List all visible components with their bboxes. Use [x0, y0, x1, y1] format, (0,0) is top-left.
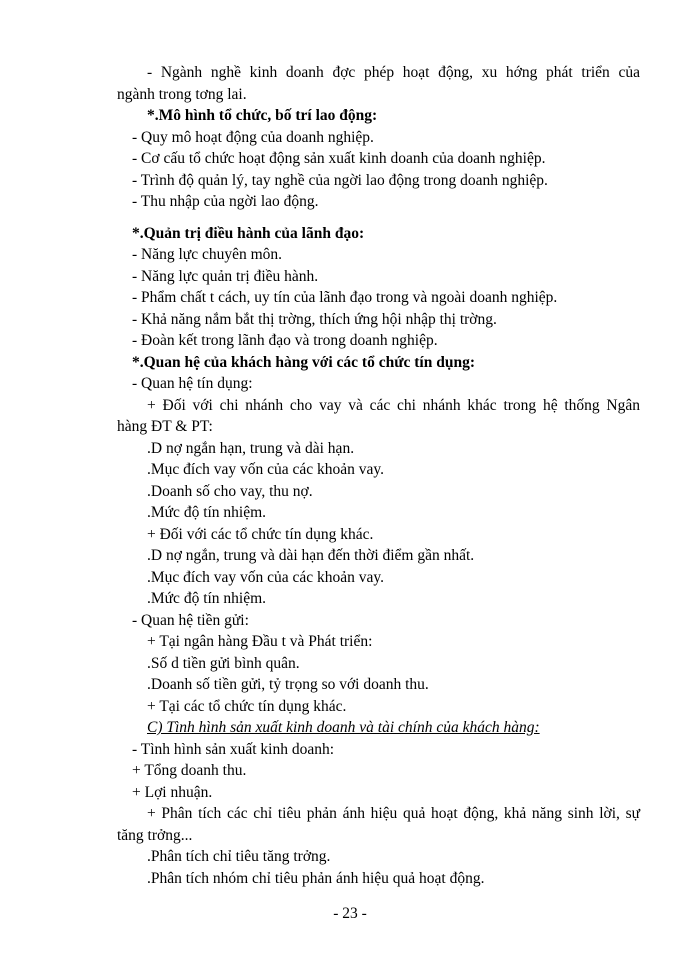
text-line: - Thu nhập của ngời lao động. [132, 193, 319, 210]
text-line: .Mức độ tín nhiệm. [147, 504, 267, 521]
text-line: .D nợ ngắn hạn, trung và dài hạn. [147, 439, 355, 457]
text-line: + Tổng doanh thu. [132, 762, 247, 779]
text-line: ngành trong tơng lai. [117, 85, 247, 103]
text-line: - Đoàn kết trong lãnh đạo và trong doanh nghiệp. [132, 332, 438, 349]
text-line: .Mục đích vay vốn của các khoản vay. [147, 568, 385, 586]
text-line: + Đối với chi nhánh cho vay và các chi nhánh khác trong hệ thống Ngân [147, 396, 640, 414]
text-line: hàng ĐT & PT: [117, 418, 213, 435]
text-line: .Doanh số cho vay, thu nợ. [147, 482, 313, 500]
paragraph-gap [0, 213, 700, 223]
text-line: - Quan hệ tiền gửi: [132, 611, 249, 629]
text-line: - Khả năng nắm bắt thị trờng, thích ứng hội nhập thị trờng. [132, 310, 497, 328]
document-body [0, 62, 700, 889]
text-line: + Phân tích các chỉ tiêu phản ánh hiệu quả hoạt động, khả năng sinh lời, sự [147, 805, 640, 822]
section-heading: *.Mô hình tổ chức, bố trí lao động: [147, 107, 378, 124]
text-line: .Phân tích chỉ tiêu tăng trởng. [147, 848, 331, 865]
section-heading: C) Tình hình sản xuất kinh doanh và tài chính của khách hàng: [147, 719, 540, 736]
text-line: + Tại ngân hàng Đầu t và Phát triển: [147, 633, 373, 650]
text-line: + Lợi nhuận. [132, 783, 213, 801]
text-line: .D nợ ngắn, trung và dài hạn đến thời điểm gần nhất. [147, 547, 475, 564]
text-line: - Trình độ quản lý, tay nghề của ngời lao động trong doanh nghiệp. [132, 171, 548, 189]
text-line: tăng trởng... [117, 826, 193, 844]
text-line: .Mức độ tín nhiệm. [147, 590, 267, 607]
section-heading: *.Quan hệ của khách hàng với các tổ chức tín dụng: [132, 353, 476, 371]
text-line: .Doanh số tiền gửi, tỷ trọng so với doanh thu. [147, 676, 429, 693]
text-line: - Ngành nghề kinh doanh đợc phép hoạt động, xu hớng phát triển của [147, 64, 640, 81]
text-line: - Năng lực chuyên môn. [132, 246, 283, 263]
text-line: - Quan hệ tín dụng: [132, 375, 253, 392]
text-line: - Phẩm chất t cách, uy tín của lãnh đạo trong và ngoài doanh nghiệp. [132, 289, 558, 306]
text-line: .Mục đích vay vốn của các khoản vay. [147, 461, 385, 478]
text-line: .Số d tiền gửi bình quân. [147, 654, 300, 672]
text-line: - Cơ cấu tổ chức hoạt động sản xuất kinh doanh của doanh nghiệp. [132, 150, 546, 167]
text-line: - Năng lực quản trị điều hành. [132, 267, 319, 285]
text-line: - Quy mô hoạt động của doanh nghiệp. [132, 128, 374, 146]
section-heading: *.Quản trị điều hành của lãnh đạo: [132, 224, 365, 242]
page-number: - 23 - [333, 905, 367, 922]
text-line: + Đối với các tổ chức tín dụng khác. [147, 525, 374, 543]
text-line: .Phân tích nhóm chỉ tiêu phản ánh hiệu quả hoạt động. [147, 869, 485, 887]
text-line: + Tại các tổ chức tín dụng khác. [147, 697, 347, 715]
text-line: - Tình hình sản xuất kinh doanh: [132, 740, 335, 758]
